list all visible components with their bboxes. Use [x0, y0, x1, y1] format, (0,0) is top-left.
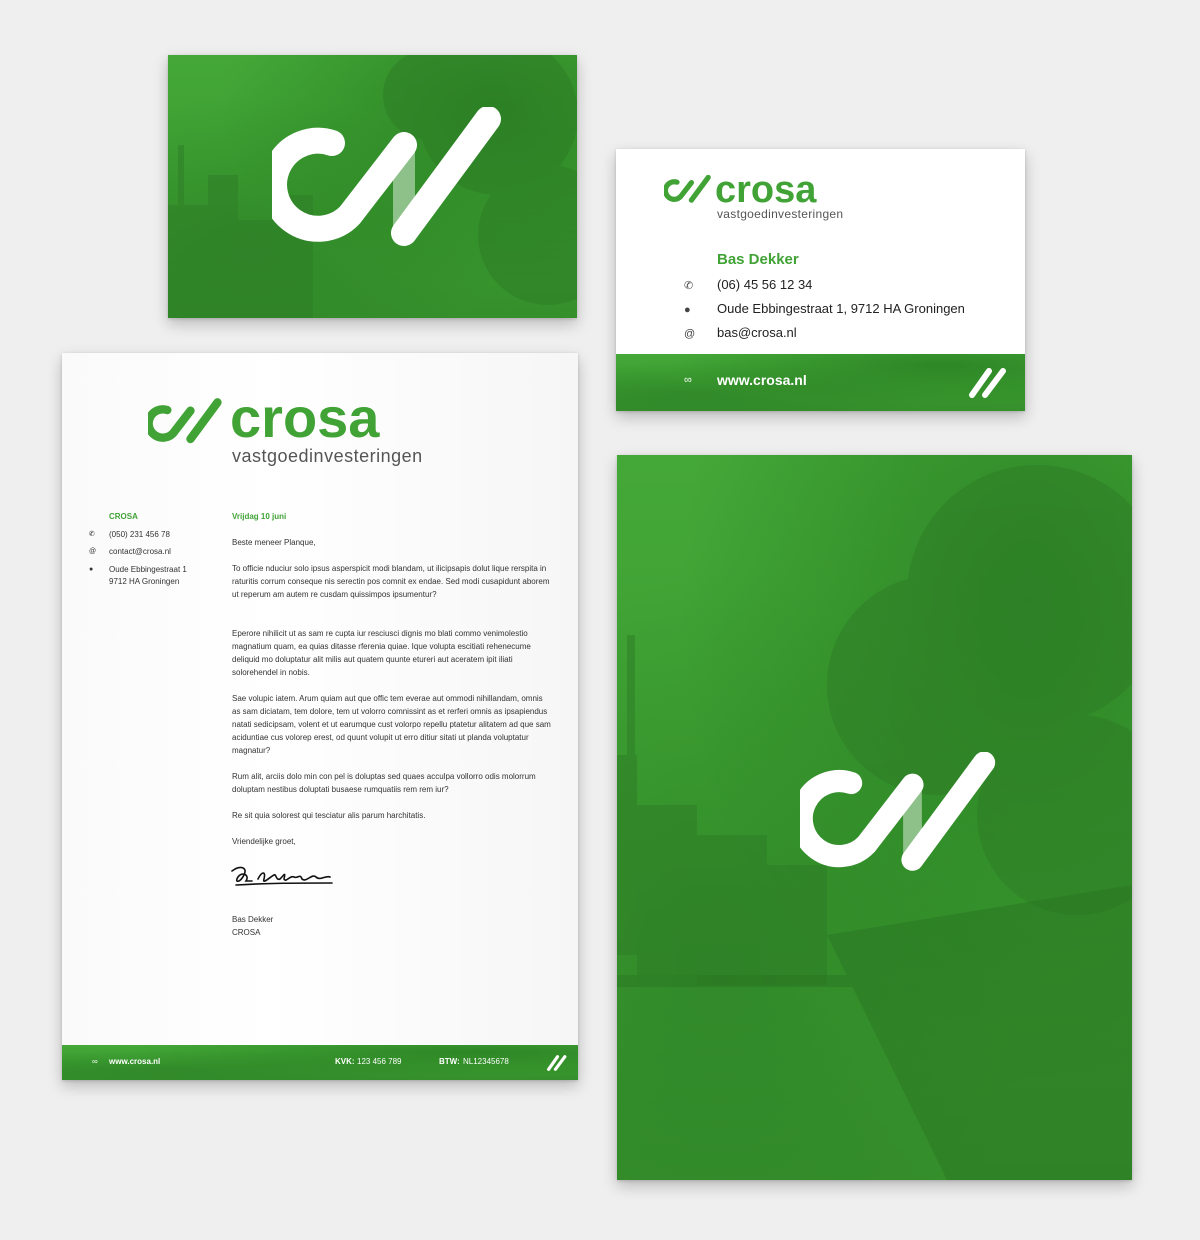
address-row: [89, 564, 187, 588]
phone-icon: ✆: [684, 280, 694, 292]
signer-name: Bas Dekker: [232, 915, 274, 924]
address-line-1: Oude Ebbingestraat 1: [109, 565, 187, 574]
email-text: bas@crosa.nl: [717, 325, 797, 340]
paragraph: Eperore nihilicit ut as sam re cupta iur resciusci dignis mo blati commo venimolestio magnatium quam, ea quias ditasse rferenia quiae. Ique volupta escitiati rehenecume deliquid mo doluptatur alit milis aut quatem quunte etureri aut aceratem ipit iliati solorehendel in nobis.: [232, 629, 531, 677]
website-text: www.crosa.nl: [717, 372, 807, 388]
map-pin-icon: ●: [89, 566, 94, 573]
footer-website: www.crosa.nl: [109, 1057, 161, 1066]
business-card-front: [616, 149, 1025, 411]
signer-company: CROSA: [232, 928, 261, 937]
letter-date: Vrijdag 10 juni: [232, 512, 287, 521]
crosa-logo-icon: [800, 752, 996, 872]
signature: [228, 861, 338, 895]
signer-block: [232, 913, 273, 939]
contact-name: Bas Dekker: [717, 251, 799, 268]
btw-number: NL12345678: [463, 1057, 509, 1066]
company-name: CROSA: [109, 512, 138, 521]
crosa-logo-icon: [664, 175, 712, 203]
address-line-2: 9712 HA Groningen: [109, 577, 180, 586]
crosa-logo-icon: [272, 107, 502, 247]
kvk-label: KVK:: [335, 1057, 355, 1066]
paragraph: Re sit quia solorest qui tesciatur alis parum harchitatis.: [232, 811, 426, 820]
phone-text: (050) 231 456 78: [109, 530, 170, 539]
business-card-back: [168, 55, 577, 318]
btw-label: BTW:: [439, 1057, 460, 1066]
address-row: [684, 301, 965, 316]
paragraph: Sae volupic iatem. Arum quiam aut que offic tem everae aut ommodi nihillandam, omnis as sam diciatam, tem dolore, tem ut volorro comnissint as et rerferi omnis as ipsapiendus natati sedicipsam, volent et ut earumque cust volorpo repellu ptatetur alitatem ad que sam aciduntiae cus volorep erest, od quunt volupit ut erro ditiur sitati ut planda voluptatur magnatur?: [232, 694, 551, 755]
closing: Vriendelijke groet,: [232, 837, 296, 846]
email-row: [684, 325, 797, 340]
link-icon: ∞: [92, 1057, 98, 1066]
letter-footer: [62, 1045, 578, 1080]
folder-cover: [617, 455, 1132, 1180]
brand-tagline: vastgoedinvesteringen: [717, 207, 844, 221]
paragraph: To officie nduciur solo ipsus asperspicit modi blandam, ut ilicipsapis dolut lique rerspita in raturitis corrum conseque nis serectin pos comnit ex endae. Sed modi cusapidunt aborem ut reperum am autem re cusdam quissimpos ipsumentur?: [232, 564, 550, 599]
paragraph: Rum alit, arciis dolo min con pel is doluptas sed quaes acculpa vollorro odis molorrum doluptam nestibus doluptati busaese rumquatiis rem rem iur?: [232, 772, 536, 794]
slash-mark-icon: [546, 1052, 568, 1074]
brand-wordmark: crosa: [715, 169, 817, 211]
at-icon: @: [684, 328, 696, 340]
salutation: Beste meneer Planque,: [232, 538, 316, 547]
email-row: [89, 546, 171, 558]
brand-tagline: vastgoedinvesteringen: [232, 446, 423, 466]
address-text: Oude Ebbingestraat 1, 9712 HA Groningen: [717, 301, 965, 316]
letterhead: [62, 353, 578, 1080]
link-icon: ∞: [684, 374, 692, 386]
phone-row: [684, 277, 812, 292]
card-footer: [616, 354, 1025, 411]
email-text: contact@crosa.nl: [109, 547, 171, 556]
map-pin-icon: ●: [684, 304, 691, 316]
kvk-number: 123 456 789: [357, 1057, 402, 1066]
slash-mark-icon: [967, 366, 1009, 400]
at-icon: @: [89, 548, 97, 555]
brand-wordmark: crosa: [230, 386, 380, 449]
crosa-logo-icon: [148, 398, 222, 444]
phone-row: [89, 529, 170, 541]
phone-text: (06) 45 56 12 34: [717, 277, 813, 292]
phone-icon: ✆: [89, 531, 95, 538]
